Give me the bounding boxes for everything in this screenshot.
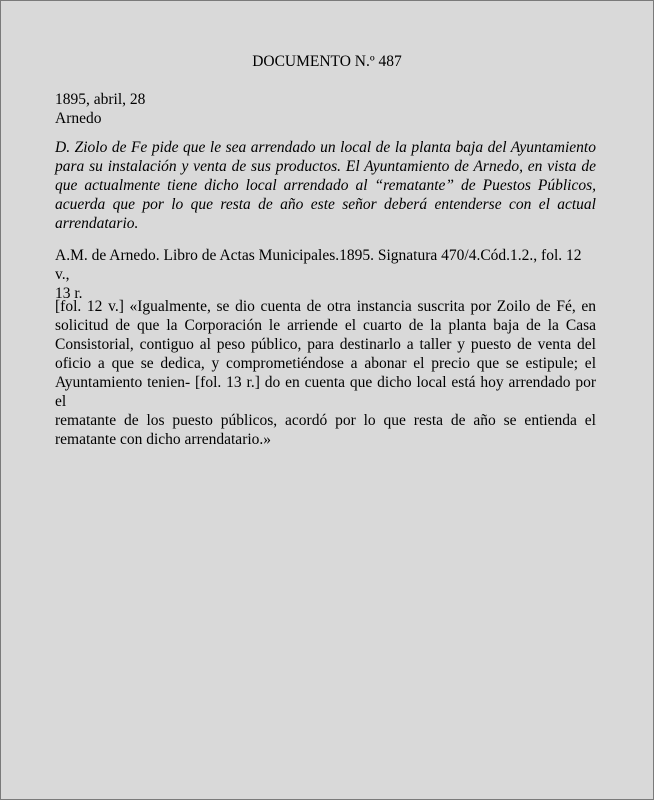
summary-line: acuerda que por lo que resta de año este señor deberá entenderse con el actual bbox=[55, 196, 596, 213]
transcription-line: oficio a que se dedica, y comprometiéndose a abonar el precio que se estipule; el bbox=[55, 355, 596, 372]
transcription-line: rematante de los puesto públicos, acordó por lo que resta de año se entienda el bbox=[55, 412, 596, 429]
summary-line: arrendatario. bbox=[55, 215, 139, 232]
source-line: 13 r. bbox=[55, 285, 83, 302]
transcription-line: rematante con dicho arrendatario.» bbox=[55, 431, 272, 448]
document-transcription bbox=[55, 297, 596, 449]
summary-line: para su instalación y venta de sus productos. El Ayuntamiento de Arnedo, en vista de bbox=[55, 158, 596, 175]
summary-line: que actualmente tiene dicho local arrendado al “rematante” de Puestos Públicos, bbox=[55, 177, 596, 194]
date-place-block bbox=[55, 90, 596, 128]
archival-source bbox=[55, 246, 596, 303]
transcription-line: solicitud de que la Corporación le arriende el cuarto de la planta baja de la Casa bbox=[55, 317, 596, 334]
transcription-line: [fol. 12 v.] «Igualmente, se dio cuenta de otra instancia suscrita por Zoilo de Fé, en bbox=[55, 298, 596, 315]
transcription-line: Ayuntamiento tenien- [fol. 13 r.] do en cuenta que dicho local está hoy arrendado por el bbox=[55, 374, 596, 410]
document-title: DOCUMENTO N.º 487 bbox=[252, 53, 402, 70]
document-summary bbox=[55, 138, 596, 233]
document-place: Arnedo bbox=[55, 110, 102, 127]
summary-line: D. Ziolo de Fe pide que le sea arrendado un local de la planta baja del Ayuntamiento bbox=[55, 139, 596, 156]
transcription-line: Consistorial, contiguo al peso público, para destinarlo a taller y puesto de venta del bbox=[55, 336, 596, 353]
source-line: A.M. de Arnedo. Libro de Actas Municipales.1895. Signatura 470/4.Cód.1.2., fol. 12 v., bbox=[55, 247, 582, 283]
document-date: 1895, abril, 28 bbox=[55, 91, 146, 108]
